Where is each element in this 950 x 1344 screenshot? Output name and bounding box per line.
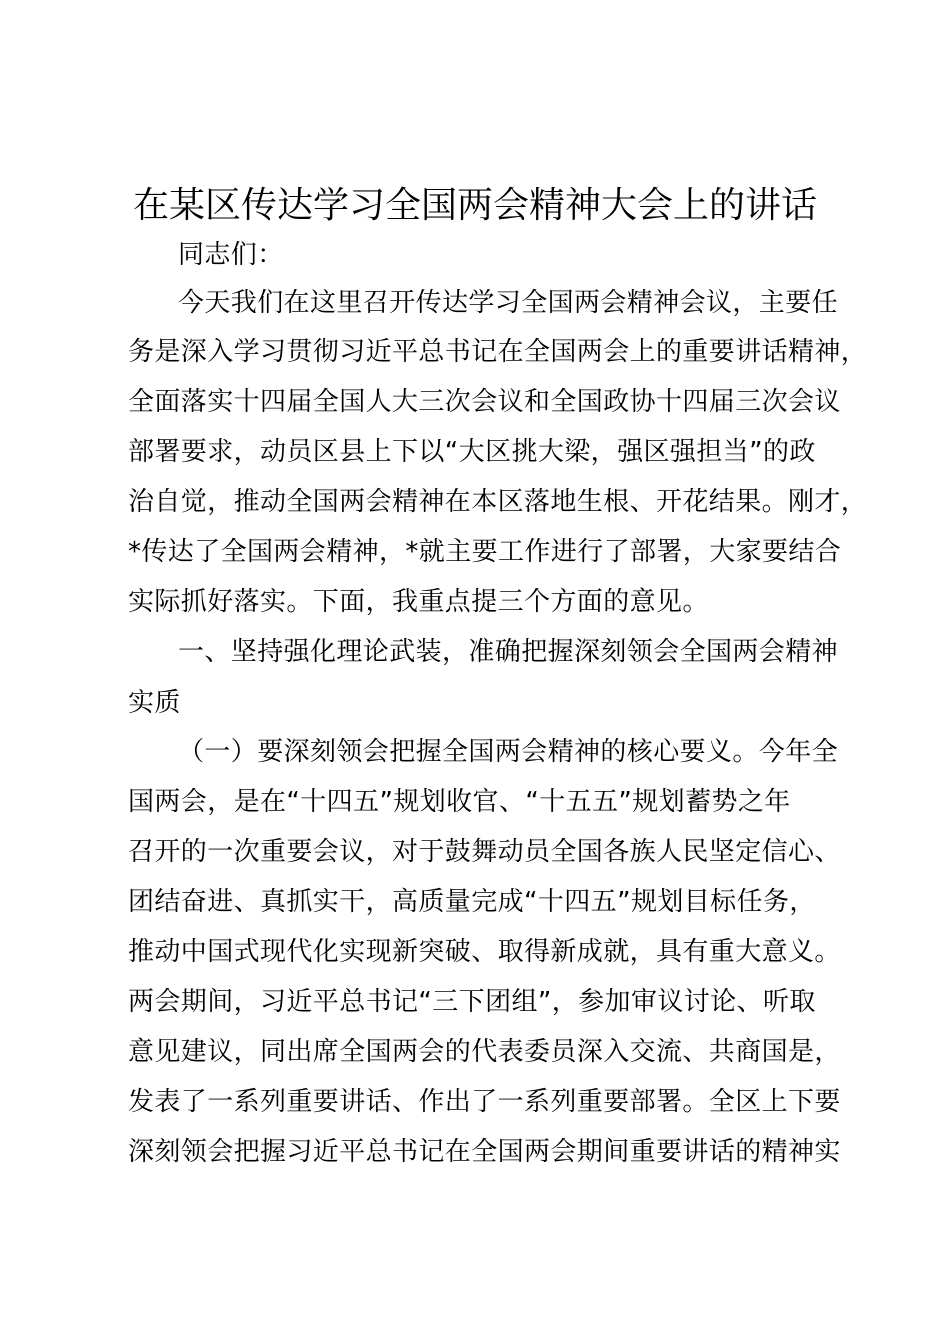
document-title: 在某区传达学习全国两会精神大会上的讲话 [132,185,817,226]
paragraph-line: 团结奋进、真抓实干，高质量完成“十四五”规划目标任务， [128,887,816,917]
paragraph-line: 务是深入学习贯彻习近平总书记在全国两会上的重要讲话精神， [128,337,868,367]
salutation: 同志们： [178,240,284,270]
paragraph-line: *传达了全国两会精神，*就主要工作进行了部署，大家要结合 [128,537,842,567]
paragraph-line: （一）要深刻领会把握全国两会精神的核心要义。今年全 [178,737,839,767]
paragraph-line: 部署要求，动员区县上下以“大区挑大梁，强区强担当”的政 [128,437,816,467]
paragraph-line: 全面落实十四届全国人大三次会议和全国政协十四届三次会议 [128,387,841,417]
paragraph-line: 发表了一系列重要讲话、作出了一系列重要部署。全区上下要 [128,1087,841,1117]
paragraph-line: 国两会，是在“十四五”规划收官、“十五五”规划蓄势之年 [128,787,791,817]
paragraph-line: 深刻领会把握习近平总书记在全国两会期间重要讲话的精神实 [128,1137,841,1167]
paragraph-line: 治自觉，推动全国两会精神在本区落地生根、开花结果。刚才， [128,487,868,517]
paragraph-line: 两会期间，习近平总书记“三下团组”，参加审议讨论、听取 [128,987,816,1017]
paragraph-line: 意见建议，同出席全国两会的代表委员深入交流、共商国是， [128,1037,841,1067]
paragraph-line: 召开的一次重要会议，对于鼓舞动员全国各族人民坚定信心、 [128,837,841,867]
paragraph-line: 今天我们在这里召开传达学习全国两会精神会议，主要任 [178,288,839,318]
paragraph-line: 推动中国式现代化实现新突破、取得新成就，具有重大意义。 [128,937,841,967]
paragraph-line: 实际抓好落实。下面，我重点提三个方面的意见。 [128,587,709,617]
section-heading-line: 一、坚持强化理论武装，准确把握深刻领会全国两会精神 [178,637,839,667]
section-heading-line: 实质 [128,688,181,718]
